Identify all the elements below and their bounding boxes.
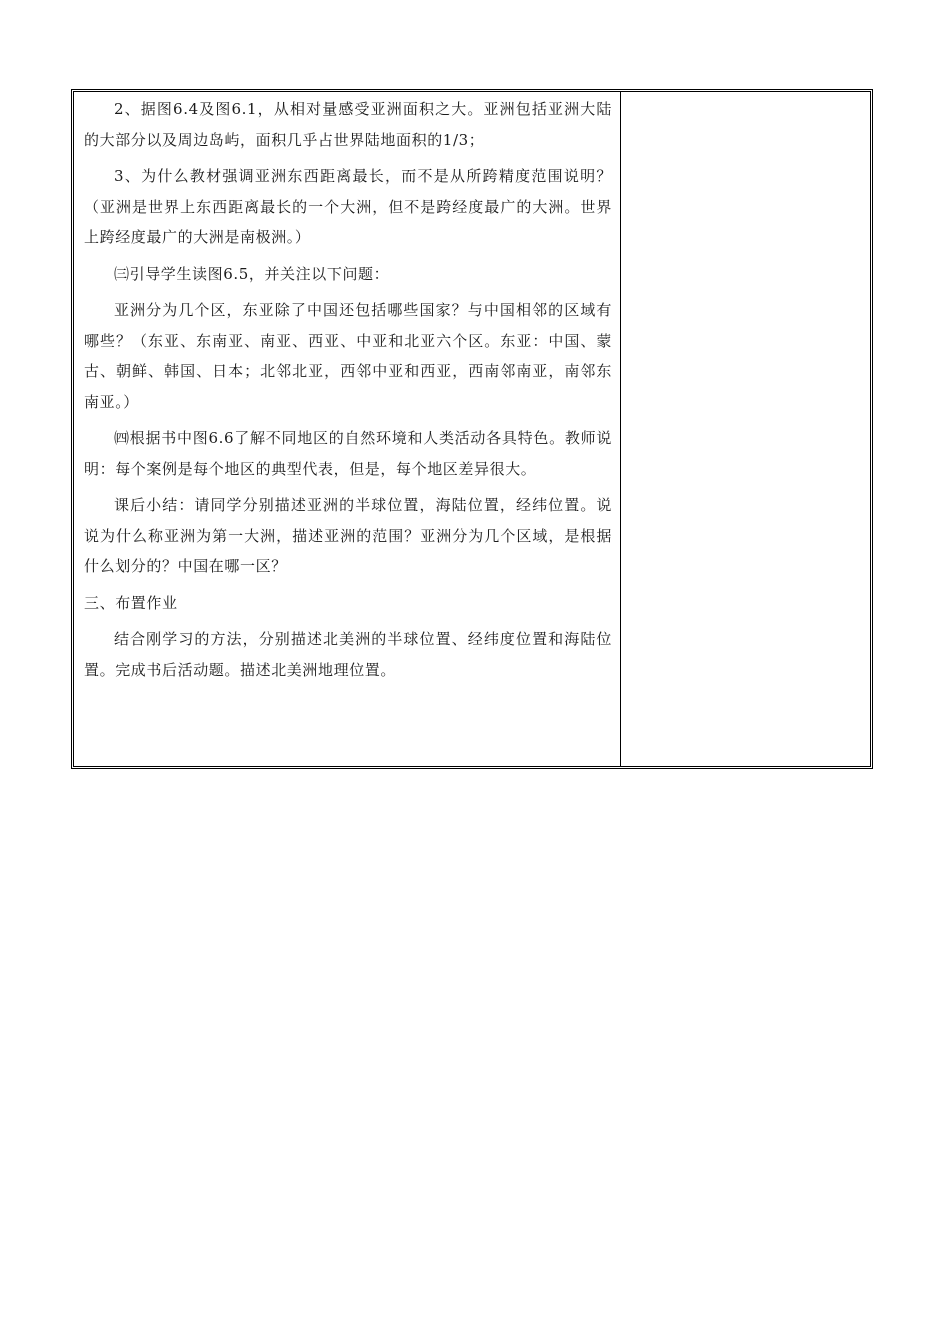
paragraph-asia-regions: 亚洲分为几个区，东亚除了中国还包括哪些国家？与中国相邻的区域有哪些？（东亚、东南亚、南亚、西亚、中亚和北亚六个区。东亚：中国、蒙古、朝鲜、韩国、日本；北邻北亚，西邻中亚和西亚，西南邻南亚，南邻东南亚。） — [84, 301, 612, 411]
paragraph-homework: 结合刚学习的方法，分别描述北美洲的半球位置、经纬度位置和海陆位置。完成书后活动题。描述北美洲地理位置。 — [84, 630, 612, 679]
paragraph-lesson-summary: 课后小结：请同学分别描述亚洲的半球位置，海陆位置，经纬位置。说说为什么称亚洲为第一大洲，描述亚洲的范围？亚洲分为几个区域，是根据什么划分的？中国在哪一区？ — [84, 496, 612, 575]
paragraph-east-west-distance: 3、为什么教材强调亚洲东西距离最长，而不是从所跨精度范围说明？（亚洲是世界上东西距离最长的一个大洲，但不是跨经度最广的大洲。世界上跨经度最广的大洲是南极洲。） — [84, 167, 612, 246]
paragraph-guide-map-6-5: ㈢引导学生读图6.5，并关注以下问题： — [114, 264, 390, 283]
lesson-table — [71, 89, 873, 769]
notes-cell — [621, 92, 870, 766]
paragraph-map-6-6: ㈣根据书中图6.6了解不同地区的自然环境和人类活动各具特色。教师说明：每个案例是每个地区的典型代表，但是，每个地区差异很大。 — [84, 429, 612, 478]
paragraph-area-comparison: 2、据图6.4及图6.1，从相对量感受亚洲面积之大。亚洲包括亚洲大陆的大部分以及周边岛屿，面积几乎占世界陆地面积的1/3； — [84, 100, 612, 149]
lesson-content-cell — [74, 92, 621, 766]
heading-homework: 三、布置作业 — [84, 593, 178, 612]
